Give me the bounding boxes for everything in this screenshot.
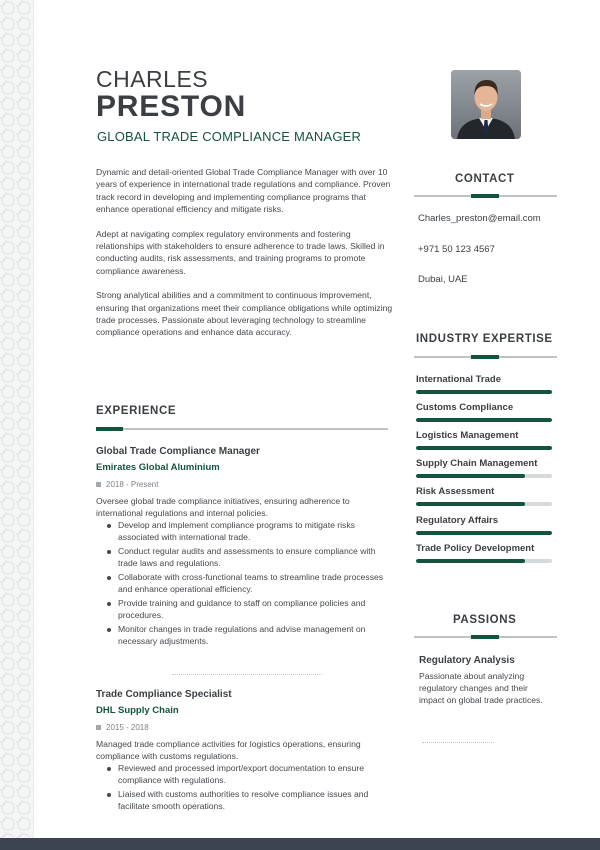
last-name: PRESTON: [96, 90, 247, 123]
skill-name: Trade Policy Development: [416, 543, 535, 554]
job-bullet: Provide training and guidance to staff on compliance policies and procedures.: [106, 598, 391, 621]
skill-bar-fill: [416, 390, 552, 394]
calendar-square-icon: [96, 482, 101, 487]
skill-name: International Trade: [416, 374, 501, 385]
job-bullet: Reviewed and processed import/export documentation to ensure compliance with regulations.: [106, 763, 391, 786]
skill-bar-fill: [416, 474, 525, 478]
job-dates-text: 2018 - Present: [106, 480, 159, 489]
contact-rule-accent: [471, 194, 499, 198]
skill-name: Risk Assessment: [416, 486, 495, 497]
skill-item: [416, 486, 552, 506]
person-portrait-icon: [451, 70, 521, 139]
job-title: GLOBAL TRADE COMPLIANCE MANAGER: [97, 129, 362, 144]
skill-bar: [416, 390, 552, 394]
job-description: Managed trade compliance activities for logistics operations, ensuring compliance with customs regulations.: [96, 739, 361, 761]
passions-heading: PASSIONS: [453, 614, 517, 626]
job-bullet: Conduct regular audits and assessments to ensure compliance with trade laws and regulations.: [106, 546, 391, 569]
job-bullet: Monitor changes in trade regulations and advise management on necessary adjustments.: [106, 624, 391, 647]
job-company: DHL Supply Chain: [96, 705, 179, 716]
contact-phone[interactable]: +971 50 123 4567: [418, 244, 495, 255]
job-bullet: Develop and implement compliance programs to mitigate risks associated with international trade.: [106, 520, 391, 543]
skill-bar-fill: [416, 418, 552, 422]
summary-paragraph: Adept at navigating complex regulatory environments and fostering relationships with stakeholders to ensure adherence to trade laws. Skilled in conducting audits, risk assessments, and training programs to promote compliance awareness.: [96, 228, 385, 276]
skill-bar: [416, 502, 552, 506]
skill-item: [416, 402, 552, 422]
job-role: Global Trade Compliance Manager: [96, 446, 260, 457]
job-dates: [96, 723, 391, 732]
job-role: Trade Compliance Specialist: [96, 689, 232, 700]
skill-bar: [416, 559, 552, 563]
skill-bar: [416, 474, 552, 478]
experience-rule: [96, 428, 388, 430]
skill-item: [416, 458, 552, 478]
job-bullets: [96, 520, 391, 647]
skill-bar-fill: [416, 559, 525, 563]
job-dates: [96, 480, 391, 489]
calendar-square-icon: [96, 725, 101, 730]
profile-summary: [96, 166, 396, 351]
job-bullets: [96, 763, 391, 812]
skill-bar: [416, 418, 552, 422]
summary-paragraph: Dynamic and detail-oriented Global Trade Compliance Manager with over 10 years of experience in international trade regulations and compliance. Proven track record in developing and implementing compliance programs that enhance operational efficiency and mitigate risks.: [96, 167, 391, 215]
job-company: Emirates Global Aluminium: [96, 462, 220, 473]
job-bullet: Liaised with customs authorities to resolve compliance issues and facilitate smooth operations.: [106, 789, 391, 812]
contact-heading: CONTACT: [455, 173, 515, 185]
skill-bar: [416, 531, 552, 535]
skill-item: [416, 543, 552, 563]
skill-name: Logistics Management: [416, 430, 519, 441]
experience-entry: [96, 689, 391, 815]
skill-item: [416, 515, 552, 535]
contact-email[interactable]: Charles_preston@email.com: [418, 213, 541, 224]
skill-name: Regulatory Affairs: [416, 515, 498, 526]
job-dates-text: 2015 - 2018: [106, 723, 149, 732]
skill-item: [416, 374, 552, 394]
first-name: CHARLES: [96, 66, 209, 92]
skill-name: Customs Compliance: [416, 402, 514, 413]
experience-entry: [96, 446, 391, 650]
contact-location: Dubai, UAE: [418, 274, 468, 285]
experience-heading: EXPERIENCE: [96, 405, 177, 417]
profile-photo: [451, 70, 521, 139]
passion-description: Passionate about analyzing regulatory changes and their impact on global trade practices.: [419, 671, 543, 705]
passion-divider: [422, 742, 494, 743]
footer-bar: [0, 838, 600, 850]
expertise-heading: INDUSTRY EXPERTISE: [416, 333, 553, 345]
experience-rule-accent: [96, 427, 123, 431]
passion-item: [419, 655, 554, 706]
summary-paragraph: Strong analytical abilities and a commitment to continuous improvement, ensuring that organizations meet their compliance obligations while optimizing trade processes. Passionate about leveraging technology to streamline compliance operations and enhance data accuracy.: [96, 290, 393, 338]
skill-bar-fill: [416, 502, 525, 506]
passion-name: Regulatory Analysis: [419, 655, 515, 666]
skill-bar-fill: [416, 446, 552, 450]
job-description: Oversee global trade compliance initiatives, ensuring adherence to international regulations and internal policies.: [96, 496, 350, 518]
expertise-rule-accent: [471, 355, 499, 359]
skill-bar-fill: [416, 531, 552, 535]
entry-divider: [172, 674, 322, 675]
skill-bar: [416, 446, 552, 450]
job-bullet: Collaborate with cross-functional teams to streamline trade processes and enhance operational efficiency.: [106, 572, 391, 595]
passions-rule-accent: [471, 635, 499, 639]
skill-name: Supply Chain Management: [416, 458, 538, 469]
decorative-side-pattern: [0, 0, 34, 850]
skill-item: [416, 430, 552, 450]
